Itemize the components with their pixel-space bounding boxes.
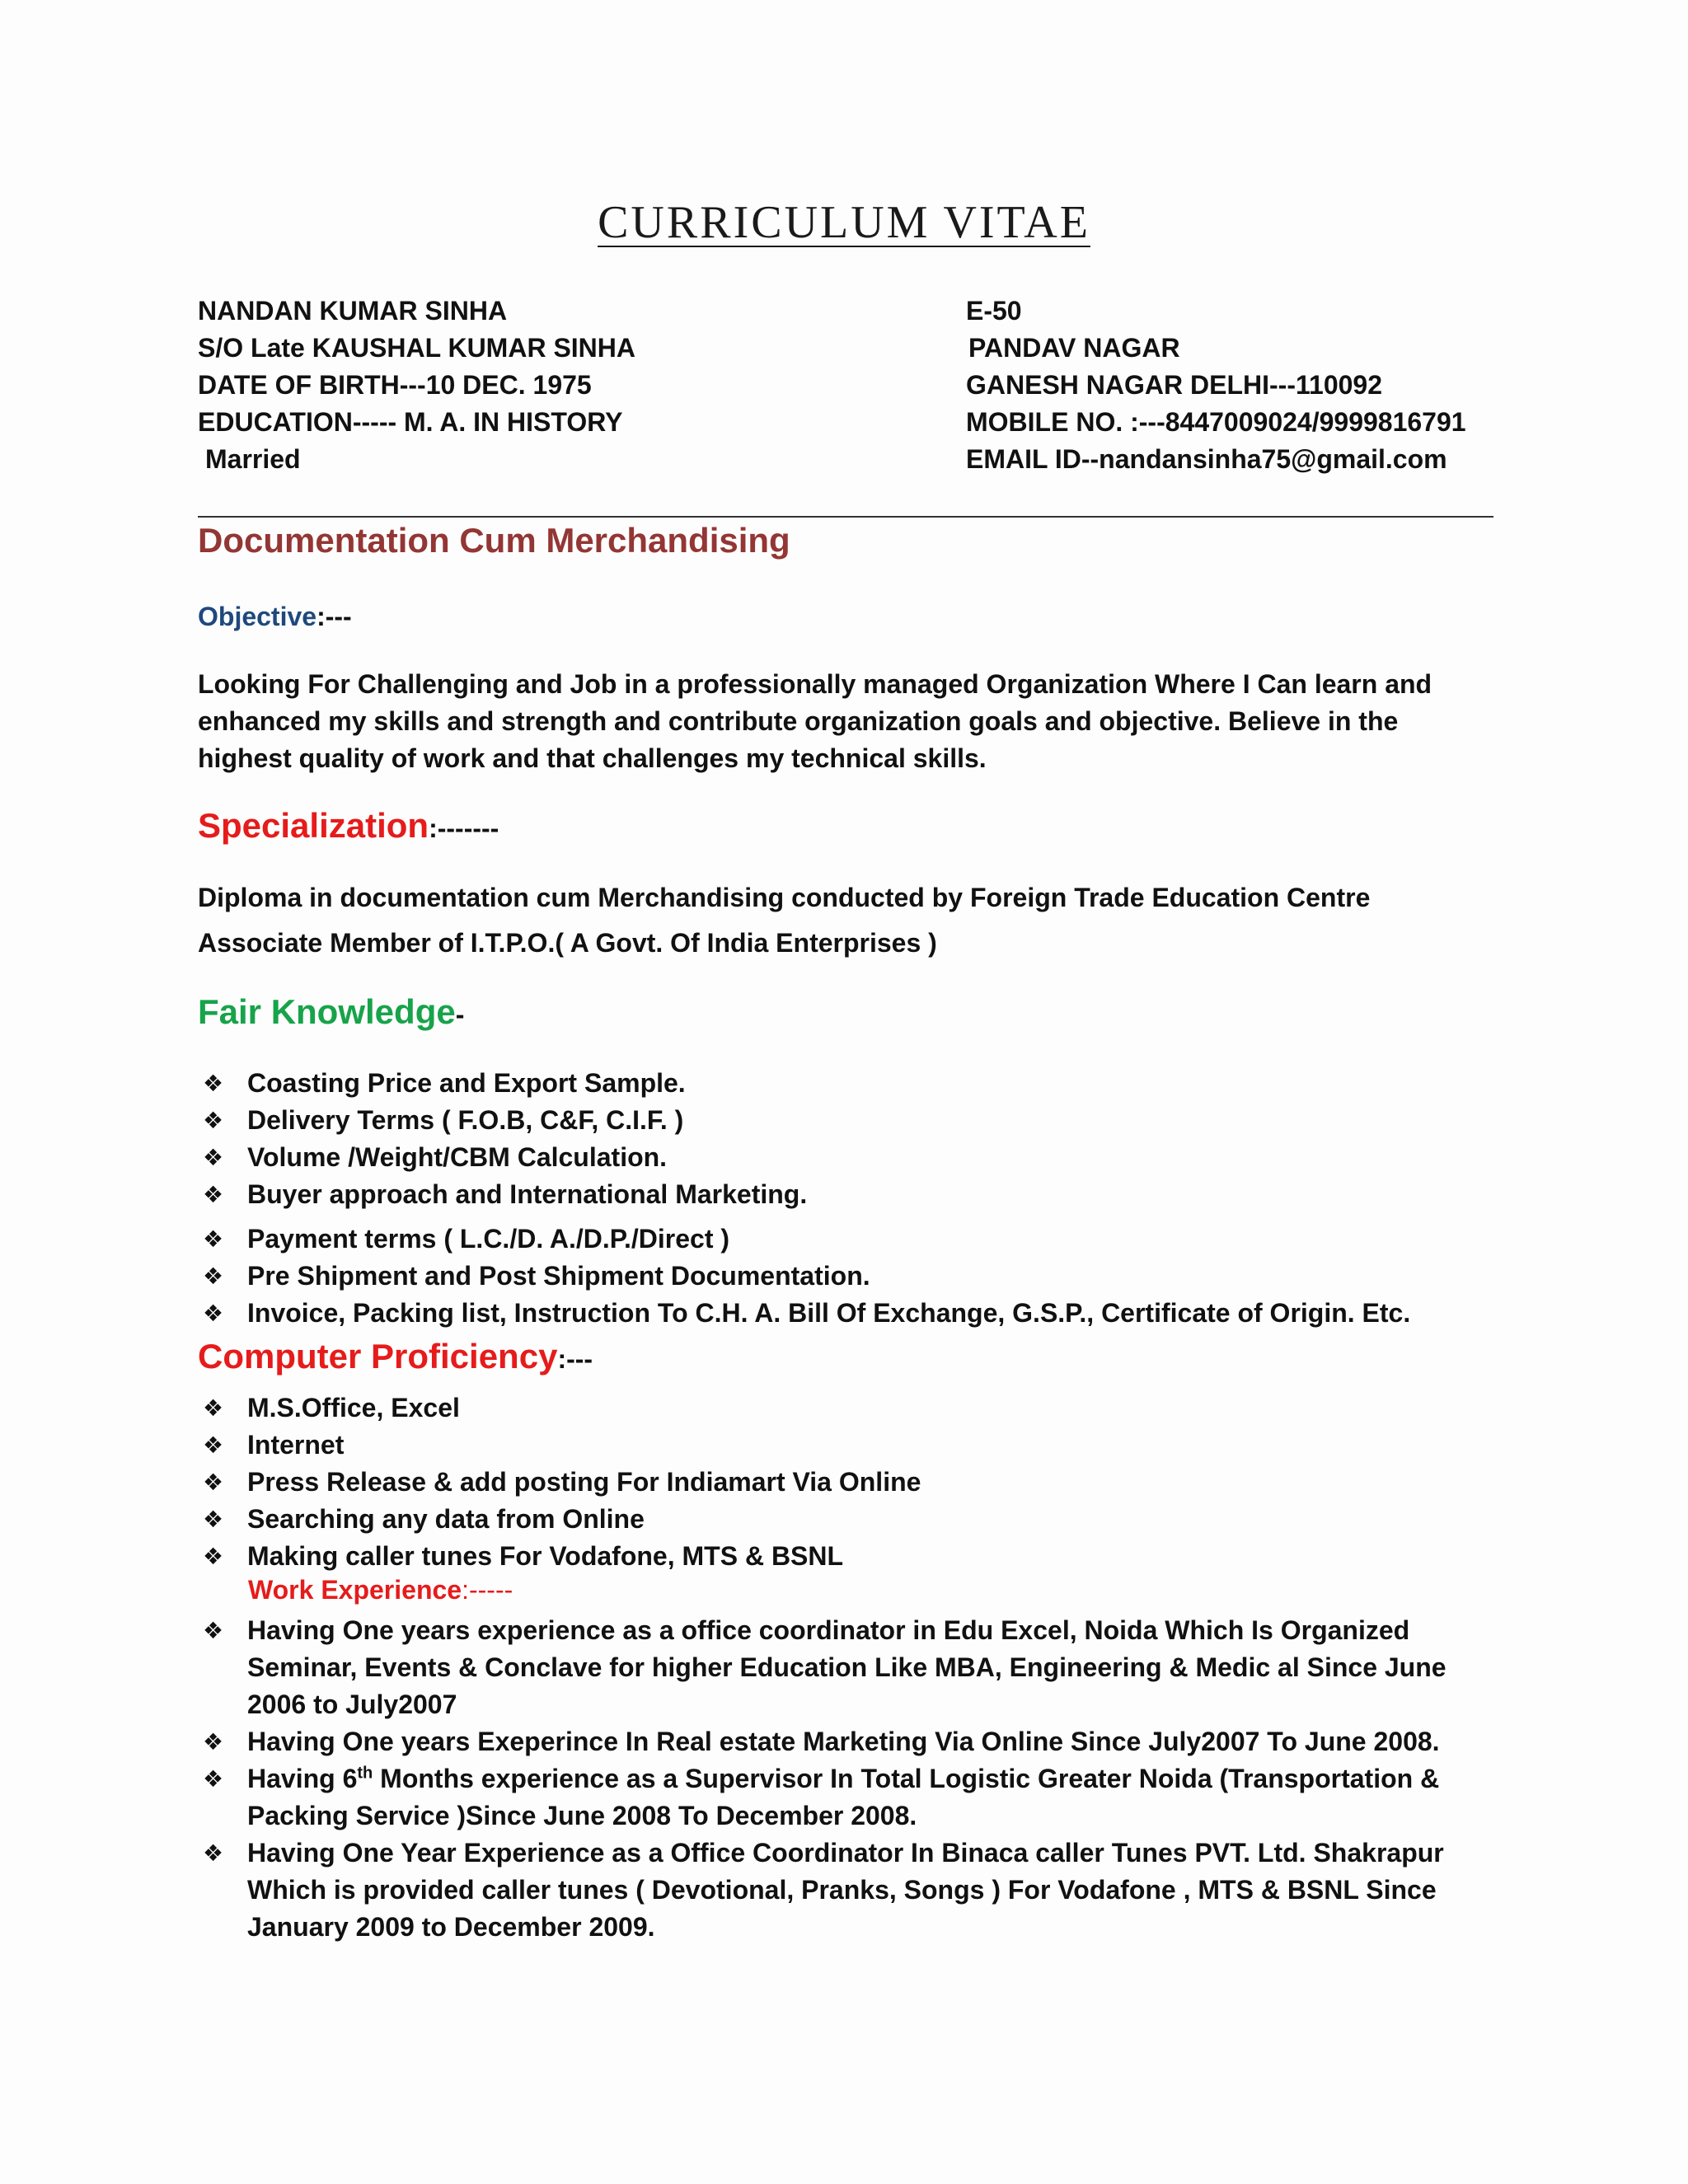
list-item [203,1760,1505,1835]
list-item-text: Having 6 [247,1764,358,1793]
mobile-number: MOBILE NO. :---8447009024/9999816791 [966,407,1466,437]
marital-status: Married [205,444,301,474]
list-item-text: Having One years experience as a office coordinator in Edu Excel, Noida Which Is Organized Seminar, Events & Conclave for higher Education Like MBA, Engineering & Medic al Since June 2006 to July2007 [247,1615,1447,1719]
objective-suffix: :--- [316,602,352,631]
diamond-bullet-icon: ❖ [203,1728,224,1755]
diamond-bullet-icon: ❖ [203,1432,224,1459]
specialization-membership: Associate Member of I.T.P.O.( A Govt. Of India Enterprises ) [198,928,937,958]
father-name: S/O Late KAUSHAL KUMAR SINHA [198,333,635,363]
list-item-text: Payment terms ( L.C./D. A./D.P./Direct ) [247,1224,730,1254]
list-item-text: Searching any data from Online [247,1504,645,1534]
title-text: CURRICULUM VITAE [598,197,1090,248]
diamond-bullet-icon: ❖ [203,1226,224,1253]
fair-knowledge-heading [198,992,464,1033]
diamond-bullet-icon: ❖ [203,1469,224,1496]
computer-proficiency-suffix: :--- [557,1344,593,1374]
specialization-suffix: :------- [429,813,499,843]
address-line-1: E-50 [966,296,1022,326]
specialization-diploma: Diploma in documentation cum Merchandising conducted by Foreign Trade Education Centre [198,883,1371,912]
education: EDUCATION----- M. A. IN HISTORY [198,407,623,437]
list-item-text: Having One Year Experience as a Office Coordinator In Binaca caller Tunes PVT. Ltd. Shakrapur Which is provided caller tunes ( Devotional, Pranks, Songs ) For Vodafone , MTS & BSNL Since January 2009 to December 2009. [247,1838,1444,1942]
list-item-text: Pre Shipment and Post Shipment Documentation. [247,1261,870,1291]
role-heading: Documentation Cum Merchandising [198,521,790,560]
list-item [203,1295,1410,1332]
header-divider [198,516,1493,518]
list-item [203,1501,921,1538]
address-line-3: GANESH NAGAR DELHI---110092 [966,370,1382,400]
list-item [203,1427,921,1464]
full-name: NANDAN KUMAR SINHA [198,296,508,326]
list-item-text: Invoice, Packing list, Instruction To C.H. A. Bill Of Exchange, G.S.P., Certificate of Origin. Etc. [247,1298,1411,1328]
email-id: EMAIL ID--nandansinha75@gmail.com [966,444,1447,474]
specialization-heading [198,806,499,847]
fair-knowledge-label: Fair Knowledge [198,992,456,1031]
diamond-bullet-icon: ❖ [203,1840,224,1867]
list-item [203,1723,1505,1760]
address-line-2: PANDAV NAGAR [968,333,1180,363]
list-item-text: Buyer approach and International Marketing. [247,1179,808,1209]
date-of-birth: DATE OF BIRTH---10 DEC. 1975 [198,370,592,400]
list-item [203,1176,1410,1213]
objective-heading [198,602,352,632]
diamond-bullet-icon: ❖ [203,1263,224,1290]
list-item-text: M.S.Office, Excel [247,1393,460,1422]
diamond-bullet-icon: ❖ [203,1144,224,1171]
work-experience-list [203,1612,1505,1946]
diamond-bullet-icon: ❖ [203,1070,224,1097]
list-item-text: Internet [247,1430,345,1460]
list-item [203,1390,921,1427]
list-item [203,1835,1505,1946]
diamond-bullet-icon: ❖ [203,1765,224,1793]
diamond-bullet-icon: ❖ [203,1394,224,1422]
work-experience-label: Work Experience [248,1575,462,1605]
list-item-text: Having One years Exeperince In Real estate Marketing Via Online Since July2007 To June 2008. [247,1727,1440,1756]
work-experience-heading [248,1575,513,1605]
personal-details [198,293,635,478]
contact-details [966,293,1466,478]
document-title [0,196,1688,249]
computer-proficiency-heading [198,1337,593,1378]
diamond-bullet-icon: ❖ [203,1617,224,1644]
diamond-bullet-icon: ❖ [203,1181,224,1208]
diamond-bullet-icon: ❖ [203,1300,224,1327]
objective-text: Looking For Challenging and Job in a professionally managed Organization Where I Can learn and enhanced my skills and strength and contribute organization goals and objective. Believe in the highest quality of work and that challenges my technical skills. [198,669,1432,773]
diamond-bullet-icon: ❖ [203,1543,224,1570]
diamond-bullet-icon: ❖ [203,1107,224,1134]
computer-proficiency-list [203,1390,921,1575]
list-item-text: Delivery Terms ( F.O.B, C&F, C.I.F. ) [247,1105,684,1135]
fair-knowledge-list [203,1065,1410,1332]
work-experience-suffix: :----- [462,1575,513,1605]
list-item [203,1139,1410,1176]
list-item-text: Coasting Price and Export Sample. [247,1068,686,1098]
list-item-text: Press Release & add posting For Indiamart Via Online [247,1467,921,1497]
objective-label: Objective [198,602,317,631]
list-item [203,1258,1410,1295]
list-item-text: Volume /Weight/CBM Calculation. [247,1142,668,1172]
list-item [203,1464,921,1501]
list-item [203,1102,1410,1139]
list-item [203,1612,1505,1723]
specialization-label: Specialization [198,806,429,845]
list-item [203,1065,1410,1102]
diamond-bullet-icon: ❖ [203,1506,224,1533]
list-item-text: Making caller tunes For Vodafone, MTS & BSNL [247,1541,844,1571]
fair-knowledge-suffix: - [455,1000,465,1029]
list-item-text: Months experience as a Supervisor In Total Logistic Greater Noida (Transportation & Packing Service )Since June 2008 To December 2008. [247,1764,1440,1830]
list-item [203,1221,1410,1258]
computer-proficiency-label: Computer Proficiency [198,1337,558,1376]
list-item [203,1538,921,1575]
ordinal-suffix: th [357,1764,373,1783]
